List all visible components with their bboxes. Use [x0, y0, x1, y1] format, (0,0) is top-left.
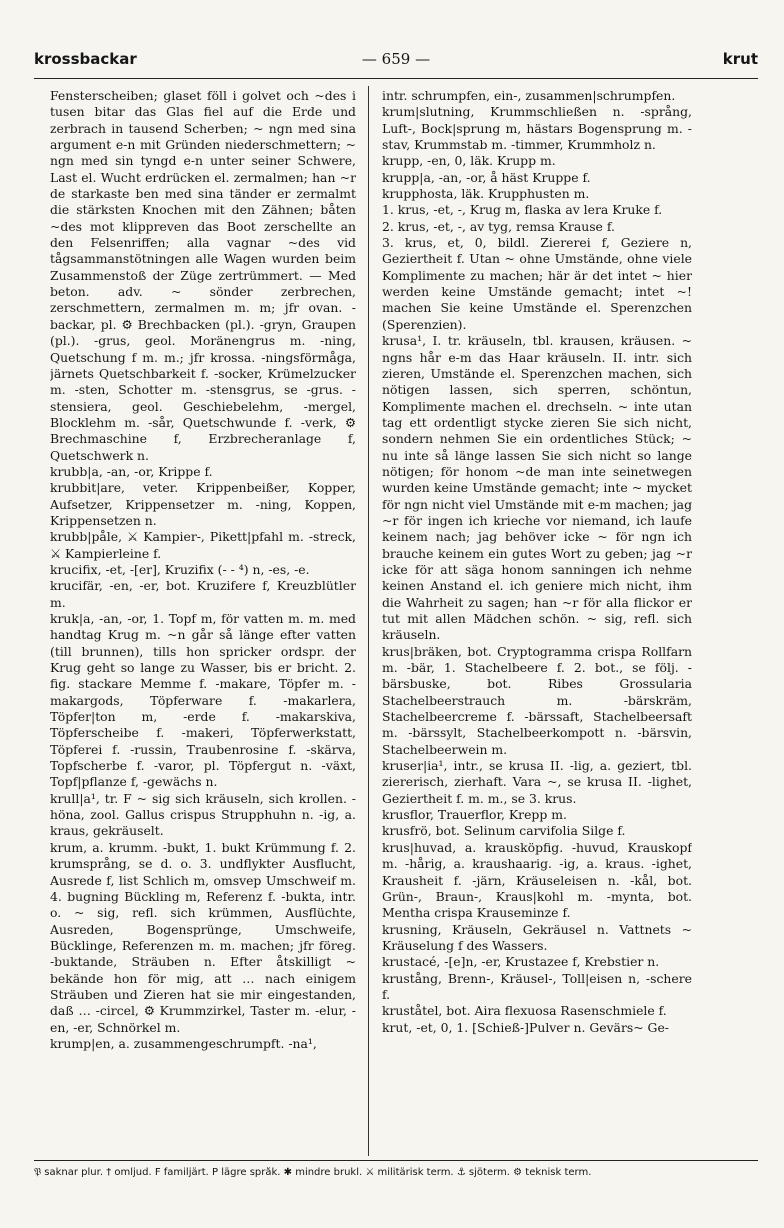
- entry: krull|a¹, tr. F ~ sig sich kräuseln, sich krollen. -höna, zool. Gallus crispus Strupphuhn n. -ig, a. kraus, gekräuselt.: [50, 790, 356, 839]
- entry: krump|en, a. zusammengeschrumpft. -na¹,: [50, 1035, 317, 1051]
- page-number: — 659 —: [361, 50, 431, 68]
- entry: krucifix, -et, -[er], Kruzifix (- - ⁴) n, -es, -e.: [50, 561, 310, 577]
- entry: krusflor, Trauerflor, Krepp m.: [382, 807, 567, 823]
- entry: krupp|a, -an, -or, å häst Kruppe f.: [382, 169, 591, 185]
- entry: krupp, -en, 0, läk. Krupp m.: [382, 153, 556, 169]
- header-rule: [34, 78, 758, 79]
- left-column: [50, 88, 356, 1152]
- entry: 3. krus, et, 0, bildl. Ziererei f, Geziere n, Geziertheit f. Utan ~ ohne Umstände, ohne viele Komplimente zu machen; här är det intet ~ hier werden keine Umstände gemacht; intet ~! machen Sie keine Umstände el. Sperenzchen (Sperenzien).: [382, 235, 692, 332]
- entry: krucifär, -en, -er, bot. Kruzifere f, Kreuzblütler m.: [50, 578, 356, 610]
- entry: krusa¹, I. tr. kräuseln, tbl. krausen, kräusen. ~ ngns hår e-m das Haar kräuseln. II. intr. sich zieren, Umstände el. Sperenzchen machen, sich nötigen lassen, sich sperren, schöntun, Komplimente machen el. drechseln. ~ inte utan tag ett ordentligt stycke zieren Sie sich nicht, sondern nehmen Sie ein ordentliches Stück; ~ nu inte så länge lassen Sie sich nicht so lange nötigen; för honom ~de man inte seinetwegen wurden keine Umstände gemacht; inte ~ mycket för ngn nicht viel Umstände mit e-m machen; jag ~r för ingen ich krieche vor niemand, ich laufe keinem nach; jag behöver icke ~ för ngn ich brauche keinem ein gutes Wort zu geben; jag ~r icke för att säga honom sanningen ich nehme keinen Anstand el. ich geniere mich nicht, ihm die Wahrheit zu sagen; han ~r för alla flickor er tut mit allen Mädchen schön. ~ sig, refl. sich kräuseln.: [382, 333, 692, 643]
- column-divider: [368, 86, 369, 1156]
- entry: krus|bräken, bot. Cryptogramma crispa Rollfarn m. -bär, 1. Stachelbeere f. 2. bot., se följ. -bärsbuske, bot. Ribes Grossularia Stachelbeerstrauch m. -bärskräm, Stachelbeercreme f. -bärssaft, Stachelbeersaft m. -bärssylt, Stachelbeerkompott n. -bärsvin, Stachelbeerwein m.: [382, 643, 692, 757]
- entry: krusfrö, bot. Selinum carvifolia Silge f.: [382, 823, 626, 839]
- footer-legend: 𝔓 saknar plur. † omljud. F familjärt. P lägre språk. ✱ mindre brukl. ⚔ militärisk term. ⚓ sjöterm. ⚙ teknisk term.: [34, 1167, 592, 1178]
- entry: krubbit|are, veter. Krippenbeißer, Kopper, Aufsetzer, Krippensetzer m. -ning, Koppen, Krippensetzen n.: [50, 480, 356, 528]
- entry: kruser|ia¹, intr., se krusa II. -lig, a. geziert, tbl. ziererisch, zierhaft. Vara ~, se krusa II. -lighet, Geziertheit f. m. m., se 3. krus.: [382, 758, 692, 806]
- entry: 2. krus, -et, -, av tyg, remsa Krause f.: [382, 218, 615, 234]
- entry: krustång, Brenn-, Kräusel-, Toll|eisen n, -schere f.: [382, 970, 692, 1002]
- entry: krum, a. krumm. -bukt, 1. bukt Krümmung f. 2. krumsprång, se d. o. 3. undflykter Ausflucht, Ausrede f, list Schlich m, omsvep Umschweif m. 4. bugning Bückling m, Referenz f. -bukta, intr. o. ~ sig, refl. sich krümmen, Ausflüchte, Ausreden, Bogensprünge, Umschweife, Bücklinge, Referenzen m. m. machen; jfr föreg. -buktande, Sträuben n. Efter åtskilligt ~ bekände hon för mig, att … nach einigem Sträuben und Zieren hat sie mir eingestanden, daß … -circel, ⚙ Krummzirkel, Taster m. -elur, -en, -er, Schnörkel m.: [50, 839, 356, 1035]
- entry: Fensterscheiben; glaset föll i golvet och ~des i tusen bitar das Glas fiel auf die Erde und zerbrach in tausend Scherben; ~ ngn med sina argument e-n mit Gründen niederschmettern; ~ ngn med sin tyngd e-n unter seiner Schwere, Last el. Wucht erdrücken el. zermalmen; han ~r de starkaste ben med sina tänder er zermalmt die stärksten Knochen mit den Zähnen; båten ~des mot klippreven das Boot zerschellte an den Felsenriffen; alla vagnar ~des vid tågsammanstötningen alle Wagen wurden beim Zusammenstoß der Züge zertrümmert. — Med beton. adv. ~ sönder zerbrechen, zerschmettern, zermalmen m. m; jfr ovan. -backar, pl. ⚙ Brechbacken (pl.). -gryn, Graupen (pl.). -grus, geol. Moränengrus m. -ning, Quetschung f m. m.; jfr krossa. -ningsförmåga, järnets Quetschbarkeit f. -socker, Krümelzucker m. -sten, Schotter m. -stensgrus, se -grus. -stensiera, geol. Geschiebelehm, -mergel, Blocklehm m. -sår, Quetschwunde f. -verk, ⚙ Brechmaschine f, Erzbrecheranlage f, Quetschwerk n.: [50, 88, 356, 463]
- entry: krupphosta, läk. Krupphusten m.: [382, 186, 590, 202]
- entry: kruk|a, -an, -or, 1. Topf m, för vatten m. m. med handtag Krug m. ~n går så länge efter vatten (till brunnen), tills hon spricker ordspr. der Krug geht so lange zu Wasser, bis er bricht. 2. fig. stackare Memme f. -makare, Töpfer m. -makargods, Töpferware f. -makarlera, Töpfer|ton m, -erde f. -makarskiva, Töpferscheibe f. -makeri, Töpferwerkstatt, Töpferei f. -russin, Traubenrosine f. -skärva, Topfscherbe f. -varor, pl. Töpfergut n. -växt, Topf|pflanze f, -gewächs n.: [50, 611, 356, 790]
- running-header: [34, 50, 758, 76]
- entry: krusning, Kräuseln, Gekräusel n. Vattnets ~ Kräuselung f des Wassers.: [382, 921, 692, 953]
- entry: krubb|a, -an, -or, Krippe f.: [50, 463, 213, 479]
- entry: 1. krus, -et, -, Krug m, flaska av lera Kruke f.: [382, 202, 663, 218]
- guide-word-right: krut: [722, 50, 758, 68]
- right-column: [382, 88, 692, 1152]
- entry: krus|huvad, a. krausköpfig. -huvud, Krauskopf m. -hårig, a. kraushaarig. -ig, a. kraus. -ighet, Krausheit f. -järn, Kräuseleisen n. -kål, bot. Grün-, Braun-, Kraus|kohl m. -mynta, bot. Mentha crispa Krauseminze f.: [382, 839, 692, 921]
- guide-word-left: krossbackar: [34, 50, 137, 68]
- footer-rule: [34, 1160, 758, 1161]
- entry: krum|slutning, Krummschließen n. -språng, Luft-, Bock|sprung m, hästars Bogensprung m. -stav, Krummstab m. -timmer, Krummholz n.: [382, 104, 692, 153]
- entry: krubb|påle, ⚔ Kampier-, Pikett|pfahl m. -streck, ⚔ Kampierleine f.: [50, 529, 356, 561]
- entry: kruståtel, bot. Aira flexuosa Rasenschmiele f.: [382, 1003, 667, 1019]
- entry: krut, -et, 0, 1. [Schieß-]Pulver n. Gevärs~ Ge-: [382, 1019, 669, 1035]
- entry: intr. schrumpfen, ein-, zusammen|schrumpfen.: [382, 88, 676, 103]
- entry: krustacé, -[e]n, -er, Krustazee f, Krebstier n.: [382, 954, 660, 970]
